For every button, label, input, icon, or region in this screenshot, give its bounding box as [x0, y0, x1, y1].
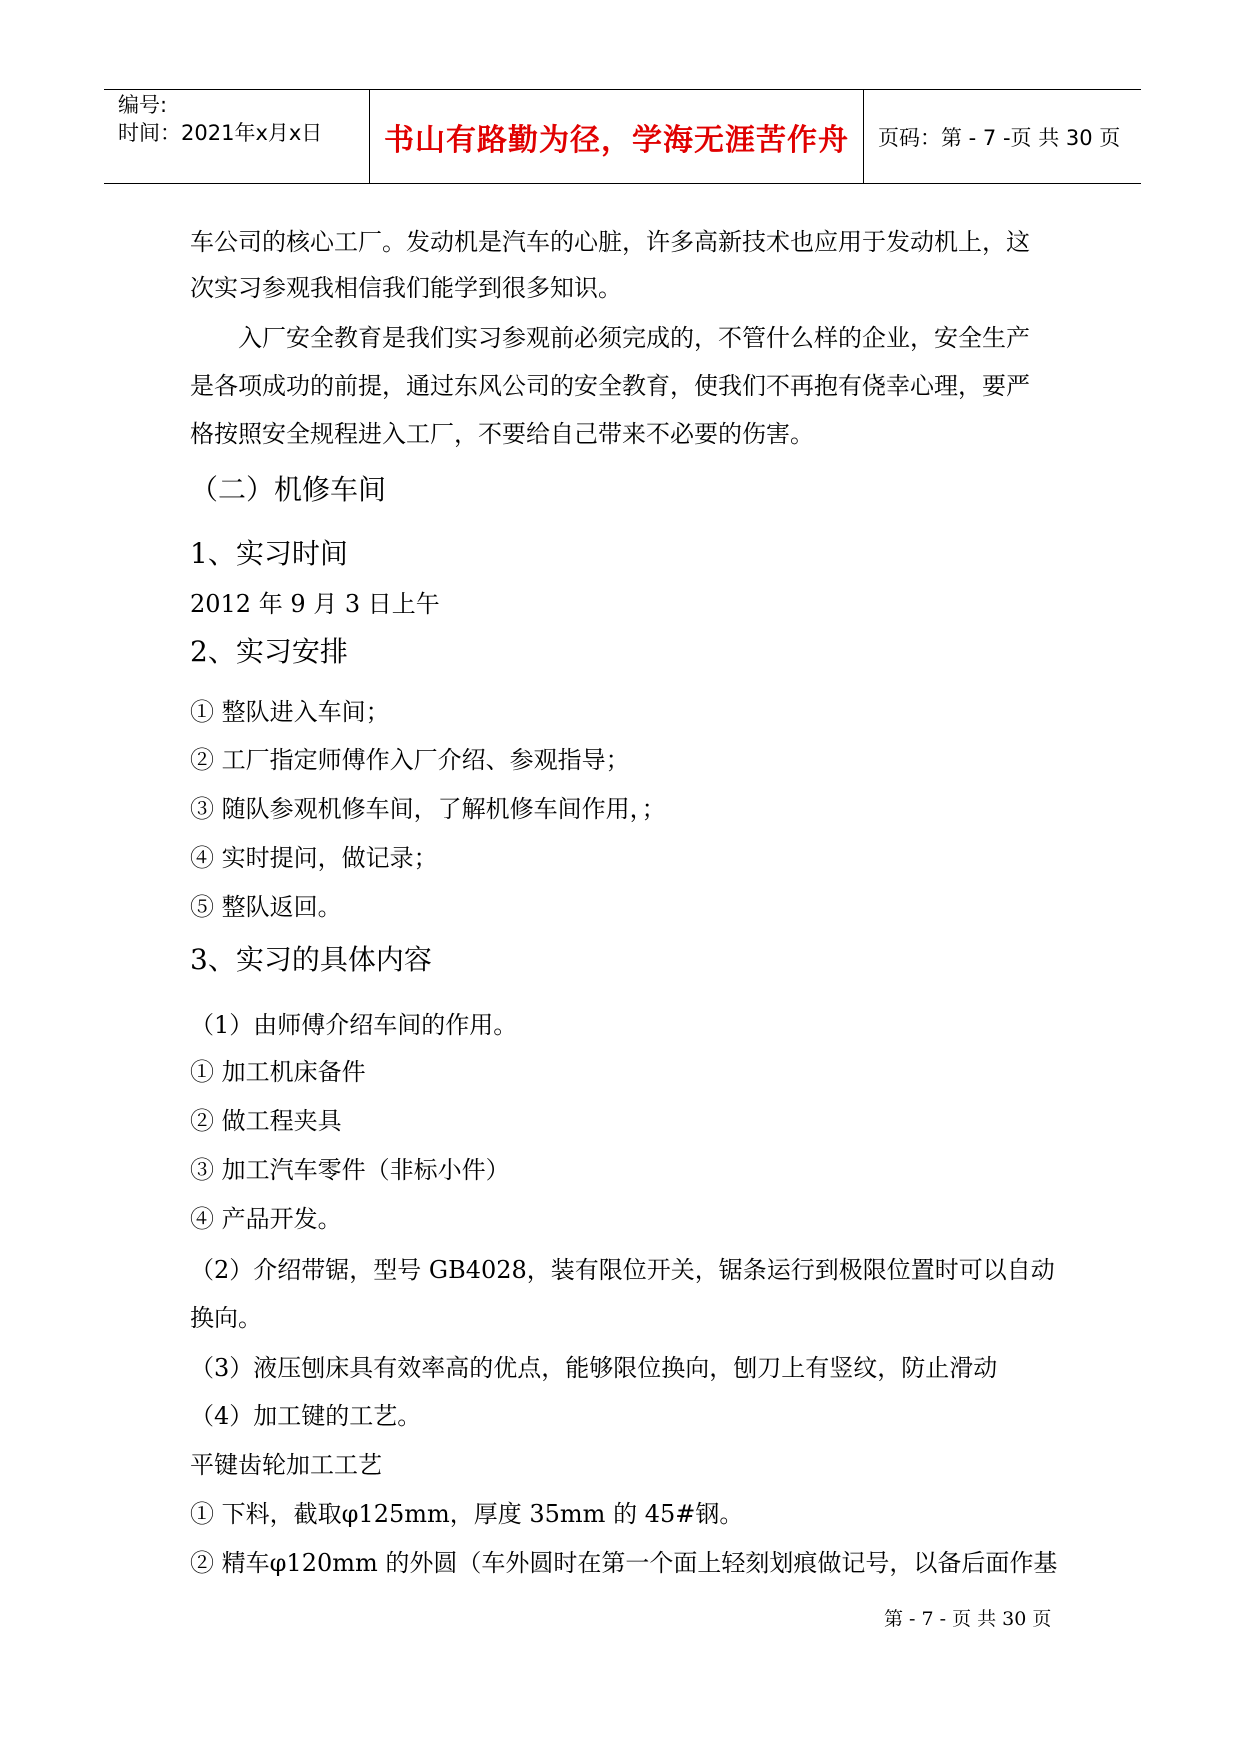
list-item: ② 做工程夹具 [190, 1107, 342, 1135]
paragraph-line: 次实习参观我相信我们能学到很多知识。 [190, 274, 622, 302]
list-item: ① 整队进入车间； [190, 698, 390, 726]
paragraph-line: 换向。 [190, 1304, 262, 1332]
paragraph-line: （2）介绍带锯，型号 GB4028，装有限位开关，锯条运行到极限位置时可以自动 [190, 1256, 1055, 1284]
subsection-heading: 1、实习时间 [190, 537, 348, 570]
document-header [104, 89, 1141, 184]
paragraph-line: 车公司的核心工厂。发动机是汽车的心脏，许多高新技术也应用于发动机上，这 [190, 228, 1030, 256]
subsection-heading: 3、实习的具体内容 [190, 943, 432, 976]
time-label: 时间：2021年x月x日 [118, 121, 323, 145]
page-footer: 第 - 7 - 页 共 30 页 [884, 1608, 1052, 1630]
paragraph-line: 入厂安全教育是我们实习参观前必须完成的，不管什么样的企业，安全生产 [238, 324, 1030, 352]
paragraph-line: 格按照安全规程进入工厂，不要给自己带来不必要的伤害。 [190, 420, 814, 448]
list-item: ③ 加工汽车零件（非标小件） [190, 1156, 510, 1184]
header-info-cell [104, 90, 370, 183]
list-item: ④ 产品开发。 [190, 1205, 342, 1233]
paragraph-line: 平键齿轮加工工艺 [190, 1451, 382, 1479]
list-item: ① 加工机床备件 [190, 1058, 366, 1086]
list-item: ⑤ 整队返回。 [190, 893, 342, 921]
section-heading: （二）机修车间 [190, 473, 387, 506]
list-item: ① 下料，截取φ125mm，厚度 35mm 的 45#钢。 [190, 1500, 744, 1528]
paragraph-line: （3）液压刨床具有效率高的优点，能够限位换向，刨刀上有竖纹，防止滑动 [190, 1354, 998, 1382]
list-item: ② 工厂指定师傅作入厂介绍、参观指导； [190, 746, 630, 774]
list-item: ③ 随队参观机修车间，了解机修车间作用，； [190, 795, 666, 823]
list-item: ② 精车φ120mm 的外圆（车外圆时在第一个面上轻刻划痕做记号，以备后面作基 [190, 1549, 1058, 1577]
header-page-label: 页码：第 - 7 -页 共 30 页 [878, 125, 1121, 150]
list-item: ④ 实时提问，做记录； [190, 844, 438, 872]
header-motto: 书山有路勤为径，学海无涯苦作舟 [370, 90, 864, 183]
paragraph-line: （1）由师傅介绍车间的作用。 [190, 1011, 518, 1039]
paragraph-line: 是各项成功的前提，通过东风公司的安全教育，使我们不再抱有侥幸心理，要严 [190, 372, 1030, 400]
number-label: 编号: [118, 93, 168, 117]
paragraph-line: （4）加工键的工艺。 [190, 1402, 422, 1430]
paragraph-line: 2012 年 9 月 3 日上午 [190, 590, 440, 618]
subsection-heading: 2、实习安排 [190, 635, 348, 668]
